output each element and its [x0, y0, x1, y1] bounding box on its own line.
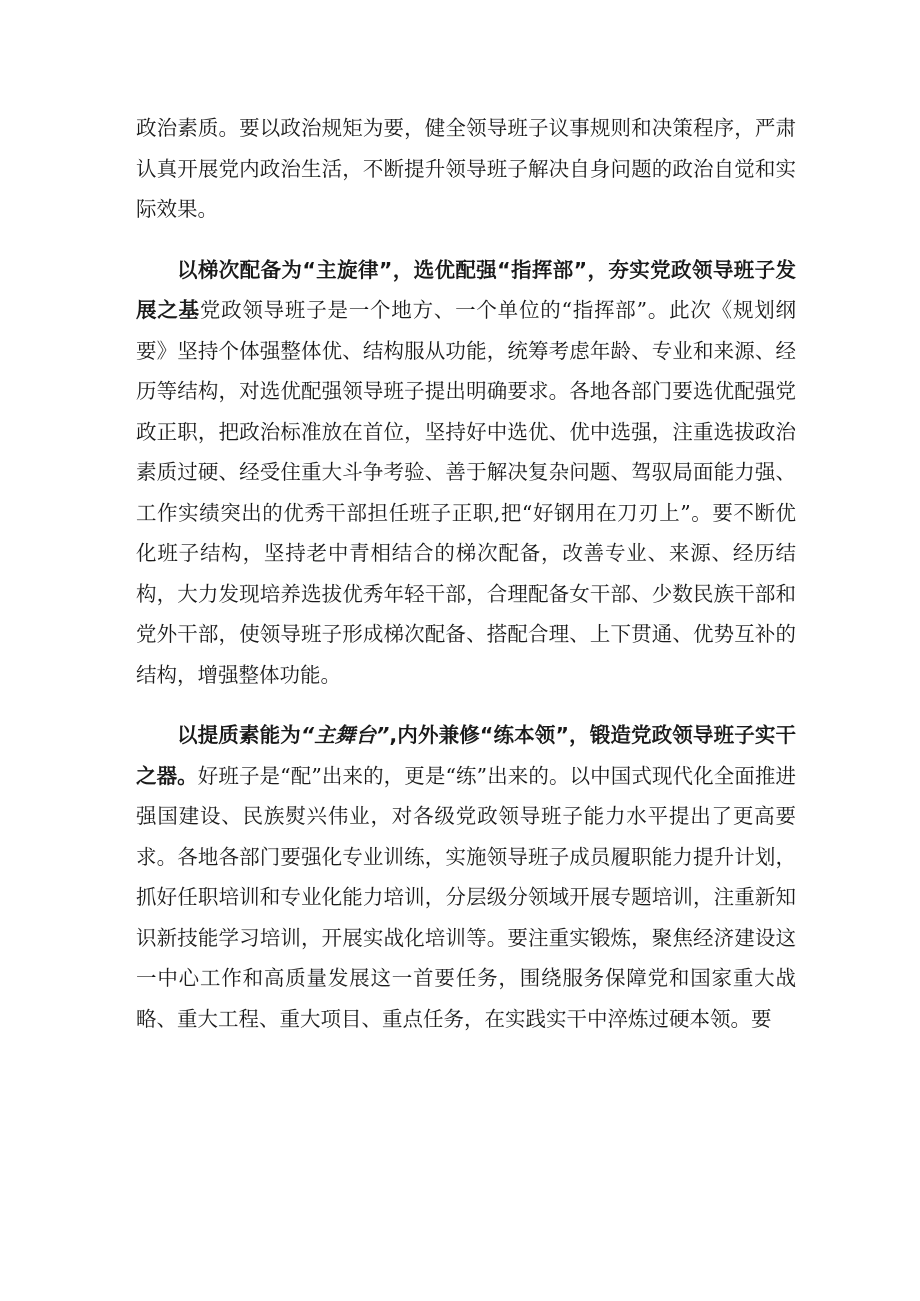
- paragraph-2-heading: 以梯次配备为“主旋律”，选优配强“指挥部”，夯实党政领导班子发展之基: [136, 257, 796, 322]
- paragraph-3: [136, 715, 796, 1039]
- document-page: [136, 108, 796, 1059]
- paragraph-2-body: 党政领导班子是一个地方、一个单位的“指挥部”。此次《规划纲要》坚持个体强整体优、结构服从功能，统筹考虑年龄、专业和来源、经历等结构，对选优配强领导班子提出明确要求。各地各部门要选优配强党政正职，把政治标准放在首位，坚持好中选优、优中选强，注重选拔政治素质过硬、经受住重大斗争考验、善于解决复杂问题、驾驭局面能力强、工作实绩突出的优秀干部担任班子正职,把“好钢用在刀刃上”。要不断优化班子结构，坚持老中青相结合的梯次配备，改善专业、来源、经历结构，大力发现培养选拔优秀年轻干部，合理配备女干部、少数民族干部和党外干部，使领导班子形成梯次配备、搭配合理、上下贯通、优势互补的结构，增强整体功能。: [136, 298, 796, 687]
- paragraph-3-body: 好班子是“配”出来的，更是“练”出来的。以中国式现代化全面推进强国建设、民族熨兴伟业，对各级党政领导班子能力水平提出了更高要求。各地各部门要强化专业训练，实施领导班子成员履职能力提升计划，抓好任职培训和专业化能力培训，分层级分领域开展专题培训，注重新知识新技能学习培训，开展实战化培训等。要注重实锻炼，聚焦经济建设这一中心工作和高质量发展这一首要任务，围绕服务保障党和国家重大战略、重大工程、重大项目、重点任务，在实践实干中淬炼过硬本领。要: [136, 763, 796, 1031]
- paragraph-3-heading-emphasis: “主舞台”: [300, 723, 390, 747]
- paragraph-1-body: 政治素质。要以政治规矩为要，健全领导班子议事规则和决策程序，严肃认真开展党内政治生活，不断提升领导班子解决自身问题的政治自觉和实际效果。: [136, 116, 796, 221]
- paragraph-2: [136, 250, 796, 696]
- paragraph-3-heading-part-a: 以提质素能为: [177, 723, 301, 747]
- paragraph-3-heading-part-b: ,内外兼修“练本领”，锻造党政领导班子实干之器。: [136, 723, 797, 788]
- paragraph-1: [136, 108, 796, 230]
